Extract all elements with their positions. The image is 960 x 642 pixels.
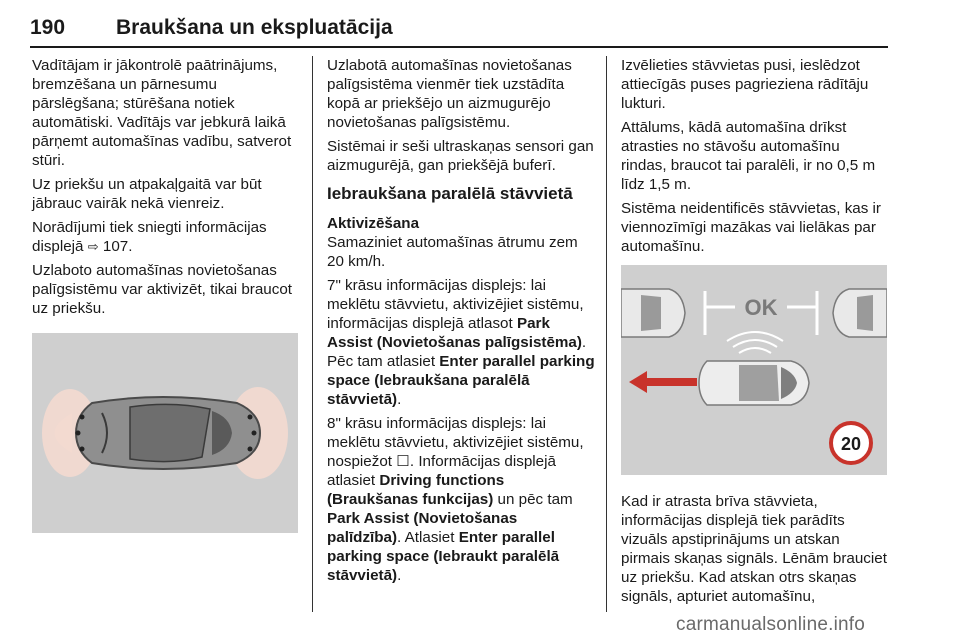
reference-arrow-icon: ⇨ — [87, 239, 99, 254]
paragraph: Uz priekšu un atpakaļgaitā var būt jābrauc vairāk nekā vienreiz. — [32, 176, 262, 212]
subsection-heading: Aktivizēšana — [327, 215, 420, 232]
parking-space-figure — [621, 265, 887, 475]
paragraph-text: un pēc tam — [497, 491, 573, 508]
paragraph-text: . — [397, 391, 402, 408]
paragraph — [32, 218, 300, 256]
paragraph-text: Norādījumi tiek sniegti informācijas displejā — [32, 219, 267, 255]
paragraph-text: . — [397, 567, 402, 584]
menu-label: Enter parallel parking space (Iebraukšana paralēlā stāvvietā) — [327, 353, 595, 408]
ok-label: OK — [744, 295, 778, 320]
paragraph-text: . Informācijas displejā atlasiet — [327, 453, 556, 489]
page-reference-link[interactable]: 107. — [102, 238, 133, 255]
paragraph: Uzlabotā automašīnas novietošanas palīgsistēma vienmēr tiek uzstādīta kopā ar priekšējo un aizmugurējo novietošanas palīgsistēmu. — [327, 57, 572, 131]
column-3 — [621, 56, 889, 261]
paragraph: Sistēma neidentificēs stāvvietas, kas ir viennozīmīgi mazākas vai lielākas par automašīnu. — [621, 200, 881, 255]
menu-label: Park Assist (Novietošanas palīgsistēma) — [327, 315, 582, 351]
parking-button-icon: ☐ — [396, 453, 410, 470]
parallel-parking-illustration — [621, 265, 887, 475]
speed-limit-label: 20 — [840, 434, 862, 454]
paragraph: Samaziniet automašīnas ātrumu zem 20 km/h. — [327, 234, 578, 270]
paragraph-text: 7" krāsu informācijas displejs: lai meklētu stāvvietu, aktivizējiet sistēmu, informācijas displejā atlasot — [327, 277, 584, 332]
paragraph: Vadītājam ir jākontrolē paātrinājums, bremzēšana un pārnesumu pārslēgšana; stūrēšana notiek automātiski. Vadītājs var jebkurā laikā pārņemt automašīnas vadību, satverot stūri. — [32, 57, 292, 169]
menu-label: Driving functions (Braukšanas funkcijas) — [327, 472, 505, 508]
paragraph: Uzlaboto automašīnas novietošanas palīgsistēmu var aktivizēt, tikai braucot uz priekšu. — [32, 262, 292, 317]
page-header — [30, 12, 930, 48]
paragraph — [327, 276, 595, 409]
menu-label: Park Assist (Novietošanas palīdzība) — [327, 510, 518, 546]
watermark: carmanualsonline.info — [676, 614, 866, 635]
paragraph-text: 8" krāsu informācijas displejs: lai meklētu stāvvietu, aktivizējiet sistēmu, nospiežot — [327, 415, 584, 470]
paragraph: Attālums, kādā automašīna drīkst atrasties no stāvošu automašīnu rindas, braucot tai paralēli, ir no 0,5 m līdz 1,5 m. — [621, 119, 876, 193]
paragraph: Sistēmai ir seši ultraskaņas sensori gan aizmugurējā, gan priekšējā buferī. — [327, 138, 594, 174]
car-top-view-illustration — [32, 333, 298, 533]
column-3-continued — [621, 492, 889, 606]
column-1 — [32, 56, 300, 323]
menu-label: Enter parallel parking space (Iebraukt paralēlā stāvvietā) — [327, 529, 560, 584]
column-divider-1 — [312, 56, 313, 612]
paragraph-text: . Atlasiet — [397, 529, 455, 546]
header-divider — [30, 46, 888, 48]
paragraph: Izvēlieties stāvvietas pusi, ieslēdzot attiecīgās puses pagrieziena rādītāju lukturi. — [621, 57, 869, 112]
page-title: Braukšana un ekspluatācija — [116, 16, 393, 39]
section-heading: Iebraukšana paralēlā stāvvietā — [327, 184, 573, 203]
column-2 — [327, 56, 595, 590]
page-number: 190 — [30, 16, 66, 39]
column-divider-2 — [606, 56, 607, 612]
sensor-zones-figure — [32, 333, 298, 533]
paragraph: Kad ir atrasta brīva stāvvieta, informācijas displejā tiek parādīts vizuāls apstiprinājums un atskan pirmais skaņas signāls. Lēnām brauciet uz priekšu. Kad atskan otrs skaņas signāls, apturiet automašīnu, — [621, 493, 887, 605]
paragraph-text: . Pēc tam atlasiet — [327, 334, 587, 370]
paragraph — [327, 414, 595, 585]
